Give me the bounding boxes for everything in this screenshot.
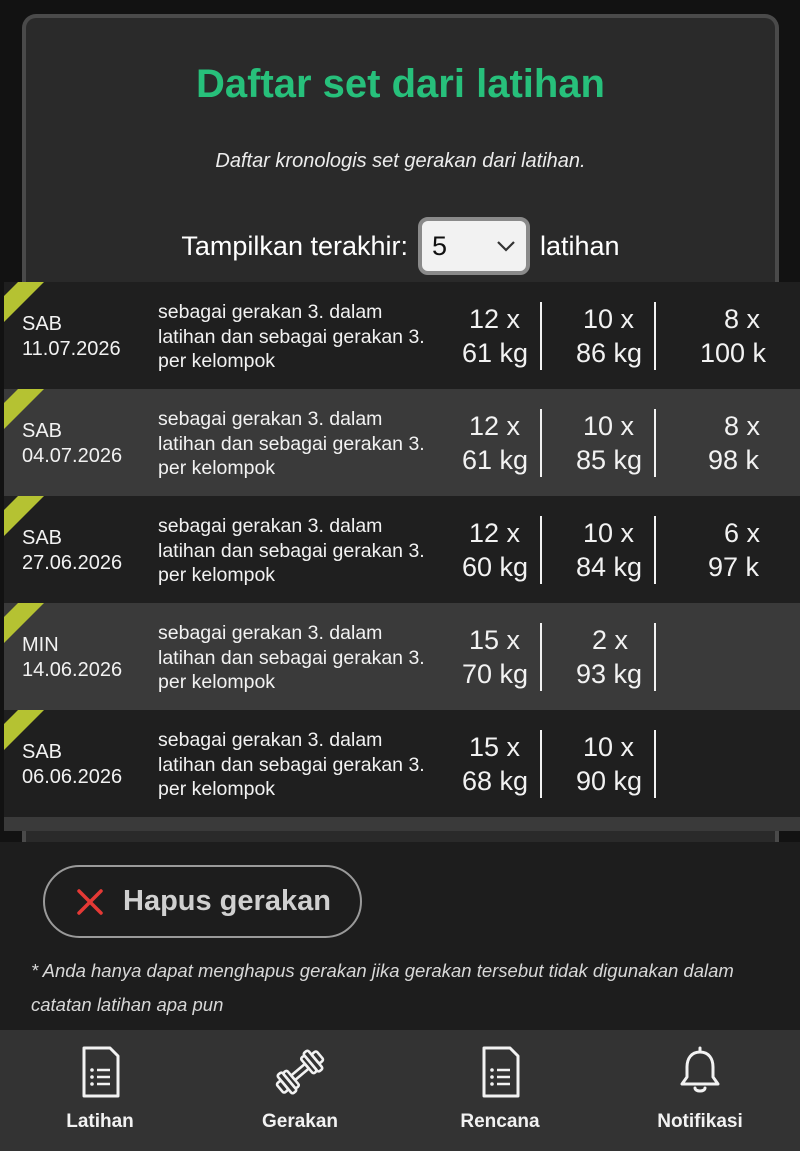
nav-label: Latihan — [66, 1111, 134, 1132]
document-list-icon — [472, 1044, 528, 1100]
table-row[interactable] — [4, 282, 800, 389]
set-cell: 12 x 61 kg — [428, 302, 542, 370]
table-row[interactable] — [4, 496, 800, 603]
filter-suffix-label: latihan — [540, 230, 620, 261]
workout-count-select[interactable] — [418, 217, 530, 275]
close-icon — [75, 887, 105, 917]
document-list-icon — [72, 1044, 128, 1100]
exercise-position-desc: sebagai gerakan 3. dalam latihan dan sebagai gerakan 3. per kelompok — [158, 301, 425, 372]
delete-note: * Anda hanya dapat menghapus gerakan jika gerakan tersebut tidak digunakan dalam catatan latihan apa pun — [31, 960, 734, 1015]
set-cell: 10 x 85 kg — [542, 409, 656, 477]
show-last-filter — [26, 218, 775, 274]
workout-date: SAB 11.07.2026 — [22, 313, 121, 360]
nav-label: Gerakan — [261, 1111, 339, 1132]
page-subtitle: Daftar kronologis set gerakan dari latihan. — [215, 150, 586, 172]
nav-item-latihan[interactable] — [0, 1030, 200, 1151]
set-cell: 12 x 60 kg — [428, 516, 542, 584]
nav-label: Notifikasi — [657, 1111, 743, 1132]
set-cell: 10 x 84 kg — [542, 516, 656, 584]
nav-item-rencana[interactable] — [400, 1030, 600, 1151]
exercise-position-desc: sebagai gerakan 3. dalam latihan dan sebagai gerakan 3. per kelompok — [158, 515, 425, 586]
nav-label: Rencana — [460, 1111, 540, 1132]
exercise-position-desc: sebagai gerakan 3. dalam latihan dan sebagai gerakan 3. per kelompok — [158, 622, 425, 693]
set-cell: 15 x 68 kg — [428, 730, 542, 798]
bottom-actions — [0, 842, 800, 1030]
nav-item-notifikasi[interactable] — [600, 1030, 800, 1151]
set-cell: 12 x 61 kg — [428, 409, 542, 477]
exercise-position-desc: sebagai gerakan 3. dalam latihan dan sebagai gerakan 3. per kelompok — [158, 408, 425, 479]
bottom-navigation — [0, 1030, 800, 1151]
set-cell: 10 x 90 kg — [542, 730, 656, 798]
dumbbell-icon — [272, 1044, 328, 1100]
delete-exercise-button[interactable] — [43, 865, 362, 938]
set-cell: 8 x 100 k — [700, 304, 767, 368]
chevron-down-icon — [496, 239, 516, 253]
set-cell: 6 x 97 k — [708, 518, 761, 582]
table-row-partial — [4, 817, 800, 831]
workout-date: SAB 06.06.2026 — [22, 741, 123, 788]
set-cell: 2 x 93 kg — [542, 623, 656, 691]
workout-count-value: 5 — [432, 230, 448, 261]
bell-icon — [672, 1044, 728, 1100]
workout-date: MIN 14.06.2026 — [22, 634, 123, 681]
table-row[interactable] — [4, 389, 800, 496]
workout-date: SAB 04.07.2026 — [22, 420, 123, 467]
set-cell: 15 x 70 kg — [428, 623, 542, 691]
set-cell: 10 x 86 kg — [542, 302, 656, 370]
workout-date: SAB 27.06.2026 — [22, 527, 123, 574]
set-cell: 8 x 98 k — [708, 411, 761, 475]
filter-prefix-label: Tampilkan terakhir: — [181, 230, 408, 261]
table-row[interactable] — [4, 710, 800, 817]
exercise-position-desc: sebagai gerakan 3. dalam latihan dan sebagai gerakan 3. per kelompok — [158, 729, 425, 800]
delete-exercise-label: Hapus gerakan — [123, 885, 331, 917]
nav-item-gerakan[interactable] — [200, 1030, 400, 1151]
page-title: Daftar set dari latihan — [195, 62, 605, 106]
sets-table — [4, 282, 800, 831]
table-row[interactable] — [4, 603, 800, 710]
